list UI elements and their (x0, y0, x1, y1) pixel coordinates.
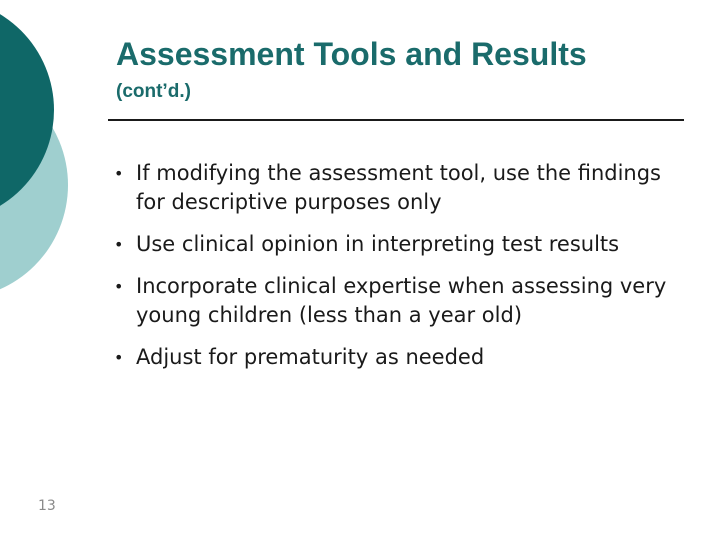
bullet-marker: • (114, 348, 124, 367)
bullet-marker: • (114, 235, 124, 254)
bullet-marker: • (114, 164, 124, 183)
bullet-text: Adjust for prematurity as needed (136, 345, 485, 369)
slide-title: Assessment Tools and Results (116, 36, 587, 72)
slide-number: 13 (38, 498, 56, 514)
bullet-text: Incorporate clinical expertise when assessing very young children (less than a year old) (136, 274, 667, 327)
bullet-text: Use clinical opinion in interpreting test results (136, 232, 620, 256)
bullet-item (112, 159, 672, 217)
decorative-circles (0, 0, 120, 300)
bullet-item (112, 230, 672, 259)
bullet-text: If modifying the assessment tool, use the findings for descriptive purposes only (136, 161, 661, 214)
bullet-marker: • (114, 277, 124, 296)
title-divider (108, 119, 684, 121)
slide-subtitle: (cont’d.) (116, 81, 191, 102)
bullet-item (112, 343, 672, 372)
bullet-item (112, 272, 672, 330)
bullet-list (112, 159, 672, 385)
